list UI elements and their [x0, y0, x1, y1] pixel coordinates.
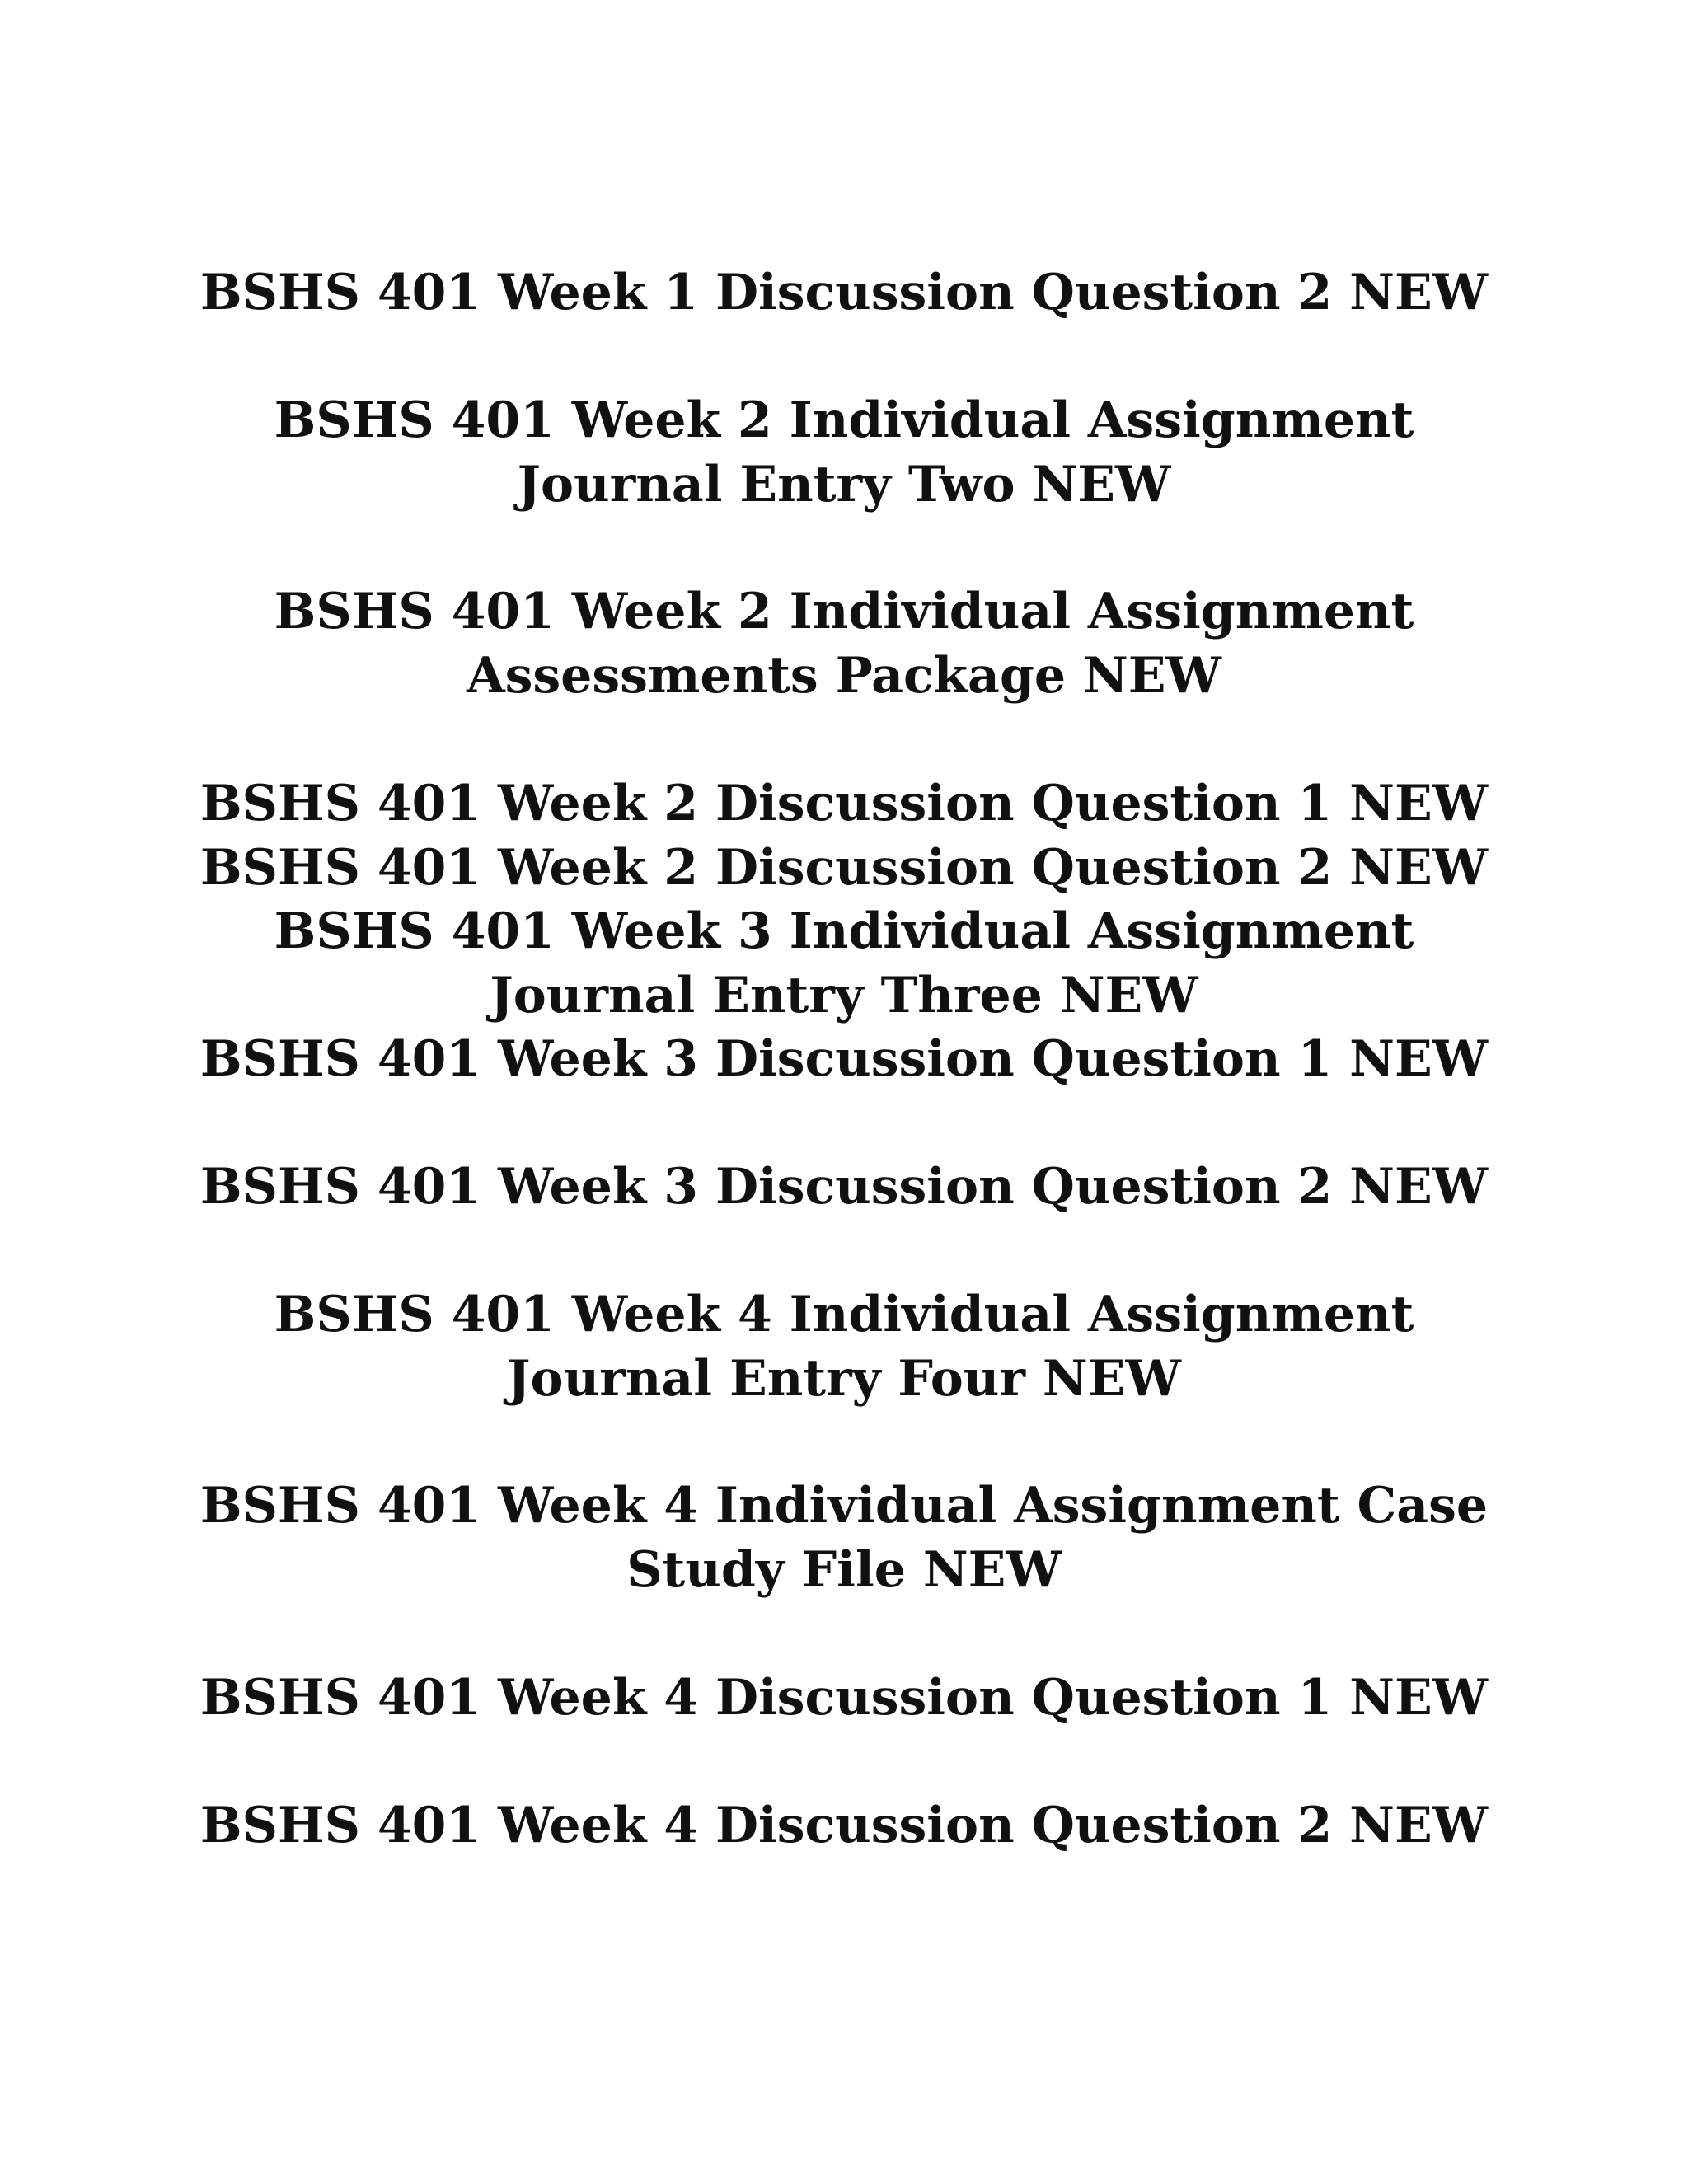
entry-week2-journal-line1: BSHS 401 Week 2 Individual Assignment — [274, 391, 1414, 449]
entry-week1-dq2: BSHS 401 Week 1 Discussion Question 2 NEW — [199, 264, 1489, 321]
entry-week3-journal-line2: Journal Entry Three NEW — [490, 967, 1198, 1024]
entry-week4-case-study-line1: BSHS 401 Week 4 Individual Assignment Case — [199, 1477, 1489, 1535]
entry-week4-journal-line1: BSHS 401 Week 4 Individual Assignment — [274, 1286, 1414, 1343]
entry-week4-journal-line2: Journal Entry Four NEW — [507, 1350, 1181, 1408]
entry-week2-dq2: BSHS 401 Week 2 Discussion Question 2 NEW — [199, 839, 1489, 897]
entry-week2-assessments-line2: Assessments Package NEW — [467, 647, 1221, 705]
entry-week4-dq2: BSHS 401 Week 4 Discussion Question 2 NEW — [199, 1797, 1489, 1854]
entry-week2-dq1: BSHS 401 Week 2 Discussion Question 1 NEW — [199, 775, 1489, 832]
entry-week2-journal-line2: Journal Entry Two NEW — [517, 456, 1171, 513]
entry-week4-case-study-line2: Study File NEW — [626, 1541, 1062, 1599]
entry-week4-dq1: BSHS 401 Week 4 Discussion Question 1 NEW — [199, 1669, 1489, 1727]
entry-week2-assessments-line1: BSHS 401 Week 2 Individual Assignment — [274, 583, 1414, 640]
entry-week3-journal-line1: BSHS 401 Week 3 Individual Assignment — [274, 902, 1414, 960]
entry-week3-dq1: BSHS 401 Week 3 Discussion Question 1 NEW — [199, 1030, 1489, 1088]
entry-week3-dq2: BSHS 401 Week 3 Discussion Question 2 NEW — [199, 1158, 1489, 1216]
